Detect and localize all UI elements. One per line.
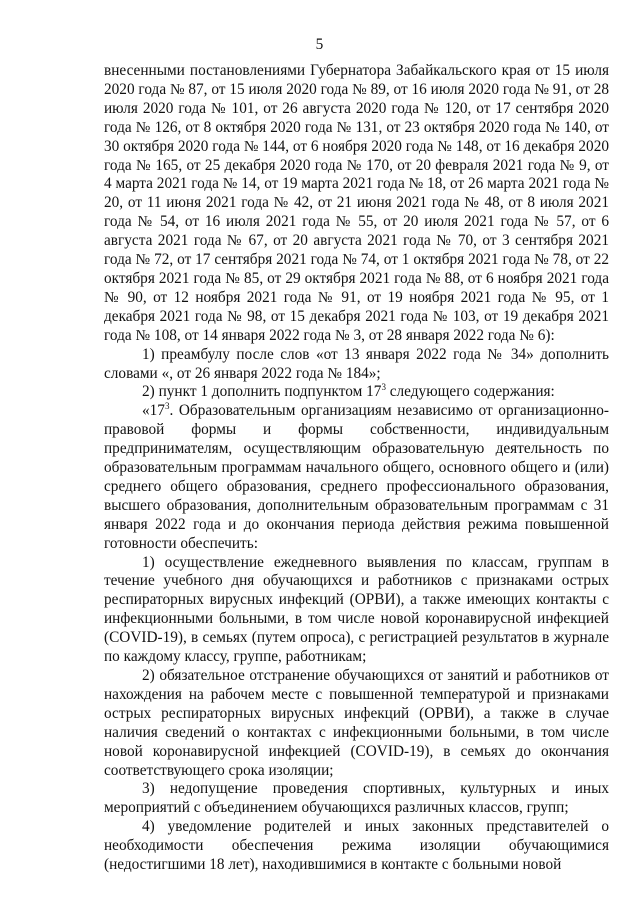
- subitem-3: 3) недопущение проведения спортивных, культурных и иных мероприятий с объединением обучающихся различных классов, групп;: [104, 780, 609, 817]
- paragraph-item-1: 1) преамбулу после слов «от 13 января 2022 года № 34» дополнить словами «, от 26 января 2022 года № 184»;: [104, 345, 609, 382]
- subitem-1: 1) осуществление ежедневного выявления по классам, группам в течение учебного дня обучающихся и работников с признаками острых респираторных вирусных инфекций (ОРВИ), а также имеющих контакты с инфекционными больными, в том числе новой коронавирусной инфекцией (COVID-19), в семьях (путем опроса), с регистрацией результатов в журнале по каждому классу, группе, работникам;: [104, 553, 609, 666]
- document-body: [104, 62, 609, 875]
- item-2-superscript: 3: [381, 382, 386, 393]
- subpoint-17-3-text: . Образовательным организациям независимо от организационно-правовой формы и формы собственности, индивидуальным предпринимателям, осуществляющим образовательную деятельность по образовательным программам начального общего, основного общего и (или) среднего общего образования, среднего профессионального образования, высшего образования, дополнительным образовательным программам с 31 января 2022 года и до окончания периода действия режима повышенной готовности обеспечить:: [104, 402, 609, 552]
- paragraph-amendment-list: внесенными постановлениями Губернатора Забайкальского края от 15 июля 2020 года № 87, от 15 июля 2020 года № 89, от 16 июля 2020 года № 91, от 28 июля 2020 года № 101, от 26 августа 2020 года № 120, от 17 сентября 2020 года № 126, от 8 октября 2020 года № 131, от 23 октября 2020 года № 140, от 30 октября 2020 года № 144, от 6 ноября 2020 года № 148, от 16 декабря 2020 года № 165, от 25 декабря 2020 года № 170, от 20 февраля 2021 года № 9, от 4 марта 2021 года № 14, от 19 марта 2021 года № 18, от 26 марта 2021 года № 20, от 11 июня 2021 года № 42, от 21 июня 2021 года № 48, от 8 июля 2021 года № 54, от 16 июля 2021 года № 55, от 20 июля 2021 года № 57, от 6 августа 2021 года № 67, от 20 августа 2021 года № 70, от 3 сентября 2021 года № 72, от 17 сентября 2021 года № 74, от 1 октября 2021 года № 78, от 22 октября 2021 года № 85, от 29 октября 2021 года № 88, от 6 ноября 2021 года № 90, от 12 ноября 2021 года № 91, от 19 ноября 2021 года № 95, от 1 декабря 2021 года № 98, от 15 декабря 2021 года № 103, от 19 декабря 2021 года № 108, от 14 января 2022 года № 3, от 28 января 2022 года № 6):: [104, 62, 609, 344]
- subitem-4: 4) уведомление родителей и иных законных представителей о необходимости обеспечения режима изоляции обучающимися (недостигшими 18 лет), находившимися в контакте с больными новой: [104, 818, 609, 874]
- subpoint-17-3-superscript: 3: [164, 401, 170, 412]
- paragraph-item-2: [104, 383, 609, 402]
- item-2-text-end: следующего содержания:: [385, 383, 555, 401]
- subpoint-17-3-start: «17: [142, 402, 165, 420]
- item-2-text: 2) пункт 1 дополнить подпунктом 17: [142, 383, 382, 401]
- paragraph-subpoint-17-3: [104, 402, 609, 553]
- subitem-2: 2) обязательное отстранение обучающихся от занятий и работников от нахождения на рабочем месте с повышенной температурой и признаками острых респираторных вирусных инфекций (ОРВИ), а также в случае наличия сведений о контактах с инфекционными больными, в том числе новой коронавирусной инфекцией (COVID-19), в семьях до окончания соответствующего срока изоляции;: [104, 667, 609, 779]
- page-number: 5: [315, 36, 324, 53]
